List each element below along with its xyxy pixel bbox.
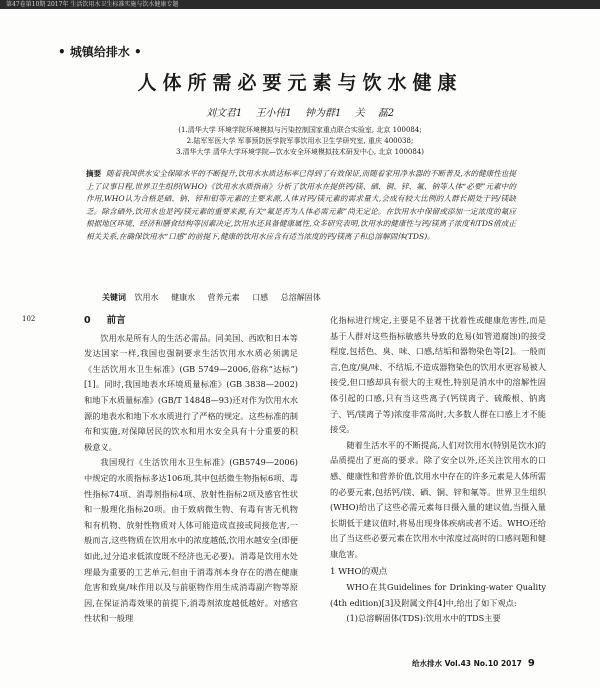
keywords-label: 关键词 [102, 292, 126, 302]
author: 关 磊2 [354, 108, 395, 119]
article-title: 人体所需必要元素与饮水健康 [137, 72, 463, 94]
section-heading [84, 313, 298, 329]
author: 王小伟1 [255, 108, 292, 119]
page-number: 9 [527, 658, 535, 669]
keyword: 营养元素 [207, 293, 240, 302]
body-paragraph: 饮用水是所有人的生活必需品。同美国、西欧和日本等发达国家一样,我国也强制要求生活饮用水水质必须满足《生活饮用水卫生标准》(GB 5749—2006,俗称“达标”)[1]。同时,我国地表水环境质量标准》(GB 3838—2002)和地下水质量标准》(GB/T 14848—93)还对作为饮用水水源的地表水和地下水水质进行了严格的规定。这些标准的制布和实施,对保障居民的饮水和用水安全具有十分重要的积极意义。 [84, 332, 298, 452]
keyword: 健康水 [171, 293, 196, 302]
author-list [0, 104, 600, 119]
affiliation: (1.清华大学 环境学院环境模拟与污染控制国家重点联合实验室, 北京 100084; [178, 126, 422, 134]
body-paragraph: (1)总溶解固体(TDS):饮用水中的TDS主要 [346, 613, 501, 624]
section-title: 前言 [106, 315, 126, 326]
header-strip-text: 第47卷第10期 2017年 生活饮用水卫生标准实施与饮水健康专题 [6, 1, 179, 8]
journal-info: 给水排水 Vol.43 No.10 2017 [412, 659, 522, 668]
body-column-right [330, 313, 546, 627]
keyword: 饮用水 [134, 293, 159, 302]
body-paragraph: 我国现行《生活饮用水卫生标准》(GB5749—2006)中规定的水质指标多达106项,其中包括微生物指标6项、毒性指标74项、消毒剂指标4项、放射性指标2项及感官性状和一般理化指标20项。由于致病微生物、有毒有害无机物和有机物、放射性物质对人体可能造成直接或间接危害,一般而言,这些物质在饮用水中的浓度越低,饮用水越安全(即便如此,过分追求低浓度既不经济也无必要)。消毒是饮用水处理最为重要的工艺单元,但由于消毒剂本身存在的潜在健康危害和致臭/味作用以及与前驱物作用生成消毒副产物等原因,在保证消毒效果的前提下,消毒剂浓度越低越好。对感官性状和一般理 [84, 457, 298, 624]
body-column-left [84, 313, 298, 627]
abstract-label: 摘要 [86, 169, 102, 178]
abstract-text: 随着我国供水安全保障水平的不断提升,饮用水水质达标率已得到了有效保证,而随着家用净水器的不断普及,水的健康性也提上了议事日程,世界卫生组织(WHO)《饮用水水质指南》分析了饮用水在提供钙/镁、硒、铜、锌、氟、钠等人体“必要”元素中的作用,WHO认为合格是硒、钠、锌和钼等元素的主要来源,人体对钙/镁元素的需求量大,会成有较大比例的人群长期处于钙/镁缺乏。除含硒外,饮用水也是钙/镁元素的重要来源,有关“氟是否为人体必需元素”尚无定论。在饮用水中保留或添加一定浓度的氟应根据地区环境、经济和膳食结构等因素决定,饮用水还具备健康属性,众多研究表明,饮用水的健康性与钙/镁离子浓度和TDS值成正相关关系,在确保饮用水“口感”的前提下,健康的饮用水应含有适当浓度的钙/镁离子和总溶解固体(TDS)。 [86, 169, 516, 241]
page-footer [412, 658, 535, 669]
body-paragraph: 随着生活水平的不断提高,人们对饮用水(特别是饮水)的品质提出了更高的要求。除了安全以外,还关注饮用水的口感、健康性和营养价值,饮用水中存在的许多元素是人体所需的必要元素,包括钙/镁、硒、铜、锌和氟等。世界卫生组织(WHO)给出了这些必需元素每日摄入量的建议值,当摄入量长期低于建议值时,将易出现身体疾病或者不适。WHO还给出了当这些必要元素在饮用水中浓度过高时的口感问题和健康危害。 [330, 439, 546, 559]
section-number: 0 [84, 315, 91, 326]
affiliation: 3.清华大学 清华大学环境学院—饮水安全环境模拟技术研发中心, 北京 100084) [175, 148, 425, 156]
body-paragraph: 化指标进行规定,主要是不显著干扰着性或健康危害性,而是基于人群对这些指标敏感共导致的危易(如管道腐蚀)的接受程度,包括色、臭、味、口感,结垢和器物染色等[2]。一般而言,色度/臭/味、不结垢,不造成器物染色的饮用水更容易被人接受,但口感却具有很大的主观性,特别是消水中的溶解性固体引起的口感,只有当这些离子(钙镁离子、硫酸根、钠离子、钙/镁离子等)浓度非常高时,大多数人群在口感上才不能接受。 [330, 315, 546, 435]
keyword: 口感 [252, 293, 269, 302]
affiliation: 2.陆军军医大学 军事预防医学院军事饮用水卫生学研究室, 重庆 400038; [186, 137, 414, 145]
body-paragraph: WHO在其Guidelines for Drinking-water Quality (4th edition)[3]及附属文件[4]中,给出了如下观点: [330, 582, 546, 608]
author: 刘文君1 [205, 108, 243, 119]
author: 钟为群1 [305, 108, 342, 119]
abstract [86, 168, 516, 244]
keywords [102, 292, 516, 303]
affiliations [80, 125, 520, 158]
section-tag: • 城镇给排水 • [58, 45, 142, 59]
margin-number: 102 [22, 315, 36, 323]
keyword: 总溶解固体 [280, 293, 321, 302]
subsection-heading: 1 WHO的观点 [330, 566, 388, 577]
journal-header-strip [0, 0, 600, 9]
